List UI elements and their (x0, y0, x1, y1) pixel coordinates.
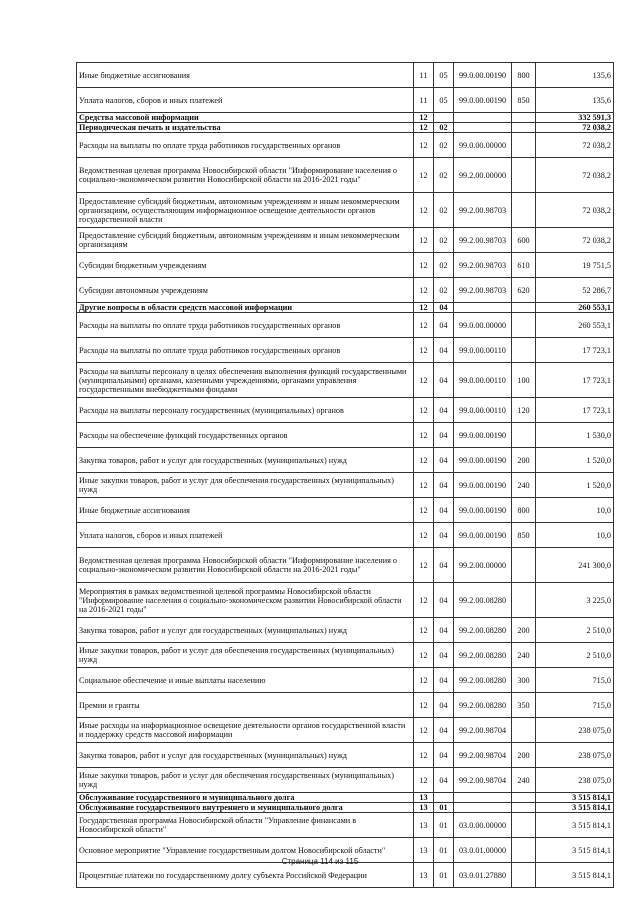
table-row (77, 123, 614, 133)
expense-type-code-cell (512, 793, 536, 803)
amount-cell: 260 553,1 (536, 303, 614, 313)
section-code-cell: 12 (414, 583, 434, 618)
expense-type-code-cell: 620 (512, 278, 536, 303)
section-code-cell: 12 (414, 743, 434, 768)
subsection-code-cell: 05 (434, 63, 454, 88)
target-item-code-cell: 99.0.00.00110 (454, 338, 512, 363)
section-code-cell: 11 (414, 63, 434, 88)
expense-type-code-cell (512, 813, 536, 838)
target-item-code-cell (454, 123, 512, 133)
expense-name-cell: Иные закупки товаров, работ и услуг для обеспечения государственных (муниципальных) нужд (77, 768, 414, 793)
section-code-cell: 12 (414, 113, 434, 123)
target-item-code-cell: 99.0.00.00190 (454, 523, 512, 548)
subsection-code-cell: 04 (434, 768, 454, 793)
expense-type-code-cell (512, 338, 536, 363)
expense-type-code-cell (512, 313, 536, 338)
table-row (77, 793, 614, 803)
target-item-code-cell: 03.0.01.00000 (454, 838, 512, 863)
target-item-code-cell (454, 113, 512, 123)
amount-cell: 17 723,1 (536, 398, 614, 423)
table-row (77, 278, 614, 303)
expense-name-cell: Иные бюджетные ассигнования (77, 63, 414, 88)
expense-name-cell: Предоставление субсидий бюджетным, автономным учреждениям и иным некоммерческим организациям (77, 228, 414, 253)
target-item-code-cell: 99.2.00.08280 (454, 668, 512, 693)
subsection-code-cell: 02 (434, 253, 454, 278)
amount-cell: 1 520,0 (536, 473, 614, 498)
amount-cell: 1 520,0 (536, 448, 614, 473)
section-code-cell: 12 (414, 523, 434, 548)
expense-name-cell: Ведомственная целевая программа Новосибирской области "Информирование населения о социально-экономическом развитии Новосибирской области на 2016-2021 годы" (77, 548, 414, 583)
target-item-code-cell (454, 303, 512, 313)
expense-type-code-cell: 100 (512, 363, 536, 398)
expense-type-code-cell (512, 718, 536, 743)
expense-type-code-cell (512, 303, 536, 313)
section-code-cell: 12 (414, 693, 434, 718)
target-item-code-cell: 99.2.00.00000 (454, 548, 512, 583)
section-code-cell: 12 (414, 618, 434, 643)
target-item-code-cell: 99.2.00.08280 (454, 693, 512, 718)
section-code-cell: 12 (414, 228, 434, 253)
subsection-code-cell: 02 (434, 228, 454, 253)
section-code-cell: 12 (414, 498, 434, 523)
amount-cell: 17 723,1 (536, 338, 614, 363)
table-row (77, 693, 614, 718)
table-row (77, 313, 614, 338)
expense-name-cell: Расходы на выплаты персоналу государственных (муниципальных) органов (77, 398, 414, 423)
table-row (77, 813, 614, 838)
subsection-code-cell: 04 (434, 743, 454, 768)
expense-name-cell: Обслуживание государственного и муниципального долга (77, 793, 414, 803)
expense-type-code-cell (512, 158, 536, 193)
amount-cell: 72 038,2 (536, 158, 614, 193)
subsection-code-cell: 05 (434, 88, 454, 113)
target-item-code-cell: 99.0.00.00110 (454, 398, 512, 423)
expense-name-cell: Процентные платежи по государственному долгу субъекта Российской Федерации (77, 863, 414, 888)
expense-type-code-cell: 800 (512, 63, 536, 88)
expense-type-code-cell: 240 (512, 473, 536, 498)
expense-name-cell: Субсидии бюджетным учреждениям (77, 253, 414, 278)
amount-cell: 3 515 814,1 (536, 793, 614, 803)
expense-name-cell: Субсидии автономным учреждениям (77, 278, 414, 303)
expense-name-cell: Расходы на обеспечение функций государственных органов (77, 423, 414, 448)
expense-type-code-cell (512, 423, 536, 448)
expense-name-cell: Иные закупки товаров, работ и услуг для обеспечения государственных (муниципальных) нужд (77, 473, 414, 498)
subsection-code-cell: 04 (434, 548, 454, 583)
target-item-code-cell: 99.0.00.00110 (454, 363, 512, 398)
budget-table (76, 62, 614, 888)
amount-cell: 715,0 (536, 668, 614, 693)
amount-cell: 72 038,2 (536, 228, 614, 253)
expense-type-code-cell: 600 (512, 228, 536, 253)
subsection-code-cell: 04 (434, 643, 454, 668)
expense-name-cell: Расходы на выплаты персоналу в целях обеспечения выполнения функций государственными (муниципальными) органами, казенными учреждениями, органами управления государственными внебюджетными фондами (77, 363, 414, 398)
expense-name-cell: Иные бюджетные ассигнования (77, 498, 414, 523)
expense-name-cell: Уплата налогов, сборов и иных платежей (77, 88, 414, 113)
target-item-code-cell: 99.0.00.00190 (454, 423, 512, 448)
table-row (77, 863, 614, 888)
amount-cell: 10,0 (536, 498, 614, 523)
subsection-code-cell (434, 113, 454, 123)
amount-cell: 241 300,0 (536, 548, 614, 583)
section-code-cell: 12 (414, 363, 434, 398)
subsection-code-cell: 04 (434, 583, 454, 618)
section-code-cell: 11 (414, 88, 434, 113)
table-row (77, 743, 614, 768)
table-row (77, 618, 614, 643)
subsection-code-cell: 04 (434, 523, 454, 548)
target-item-code-cell (454, 793, 512, 803)
expense-type-code-cell (512, 803, 536, 813)
subsection-code-cell: 01 (434, 838, 454, 863)
expense-type-code-cell (512, 193, 536, 228)
expense-name-cell: Иные закупки товаров, работ и услуг для обеспечения государственных (муниципальных) нужд (77, 643, 414, 668)
table-row (77, 718, 614, 743)
target-item-code-cell: 99.0.00.00000 (454, 133, 512, 158)
table-row (77, 158, 614, 193)
table-row (77, 88, 614, 113)
section-code-cell: 12 (414, 193, 434, 228)
amount-cell: 332 591,3 (536, 113, 614, 123)
target-item-code-cell: 99.0.00.00190 (454, 88, 512, 113)
target-item-code-cell: 99.2.00.98704 (454, 718, 512, 743)
subsection-code-cell: 04 (434, 303, 454, 313)
subsection-code-cell: 04 (434, 398, 454, 423)
expense-type-code-cell: 200 (512, 618, 536, 643)
amount-cell: 72 038,2 (536, 123, 614, 133)
table-row (77, 768, 614, 793)
expense-name-cell: Мероприятия в рамках ведомственной целевой программы Новосибирской области "Информирование населения о социально-экономическом развитии Новосибирской области на 2016-2021 годы" (77, 583, 414, 618)
amount-cell: 715,0 (536, 693, 614, 718)
target-item-code-cell: 99.2.00.00000 (454, 158, 512, 193)
expense-name-cell: Другие вопросы в области средств массовой информации (77, 303, 414, 313)
table-row (77, 448, 614, 473)
target-item-code-cell: 99.0.00.00000 (454, 313, 512, 338)
table-row (77, 668, 614, 693)
section-code-cell: 12 (414, 473, 434, 498)
subsection-code-cell: 04 (434, 423, 454, 448)
subsection-code-cell: 02 (434, 193, 454, 228)
amount-cell: 260 553,1 (536, 313, 614, 338)
amount-cell: 19 751,5 (536, 253, 614, 278)
expense-type-code-cell: 350 (512, 693, 536, 718)
expense-name-cell: Закупка товаров, работ и услуг для государственных (муниципальных) нужд (77, 448, 414, 473)
expense-name-cell: Закупка товаров, работ и услуг для государственных (муниципальных) нужд (77, 743, 414, 768)
section-code-cell: 13 (414, 813, 434, 838)
section-code-cell: 12 (414, 278, 434, 303)
expense-name-cell: Государственная программа Новосибирской области "Управление финансами в Новосибирской области" (77, 813, 414, 838)
section-code-cell: 12 (414, 668, 434, 693)
expense-name-cell: Уплата налогов, сборов и иных платежей (77, 523, 414, 548)
expense-type-code-cell: 610 (512, 253, 536, 278)
table-row (77, 548, 614, 583)
expense-name-cell: Периодическая печать и издательства (77, 123, 414, 133)
table-row (77, 193, 614, 228)
amount-cell: 1 530,0 (536, 423, 614, 448)
table-row (77, 113, 614, 123)
section-code-cell: 12 (414, 768, 434, 793)
table-row (77, 643, 614, 668)
target-item-code-cell: 99.2.00.98703 (454, 228, 512, 253)
section-code-cell: 13 (414, 863, 434, 888)
table-row (77, 803, 614, 813)
expense-name-cell: Расходы на выплаты по оплате труда работников государственных органов (77, 133, 414, 158)
table-row (77, 253, 614, 278)
expense-type-code-cell (512, 113, 536, 123)
section-code-cell: 12 (414, 718, 434, 743)
expense-type-code-cell: 240 (512, 643, 536, 668)
table-row (77, 498, 614, 523)
expense-type-code-cell (512, 548, 536, 583)
amount-cell: 2 510,0 (536, 643, 614, 668)
amount-cell: 10,0 (536, 523, 614, 548)
target-item-code-cell: 99.2.00.98703 (454, 278, 512, 303)
expense-type-code-cell: 200 (512, 448, 536, 473)
expense-type-code-cell: 120 (512, 398, 536, 423)
target-item-code-cell: 99.0.00.00190 (454, 63, 512, 88)
section-code-cell: 12 (414, 158, 434, 193)
subsection-code-cell: 04 (434, 338, 454, 363)
expense-name-cell: Социальное обеспечение и иные выплаты населению (77, 668, 414, 693)
amount-cell: 238 075,0 (536, 768, 614, 793)
subsection-code-cell: 01 (434, 863, 454, 888)
budget-table-body (77, 63, 614, 888)
expense-type-code-cell (512, 133, 536, 158)
table-row (77, 583, 614, 618)
target-item-code-cell: 99.2.00.98704 (454, 743, 512, 768)
table-row (77, 133, 614, 158)
target-item-code-cell: 99.2.00.98703 (454, 253, 512, 278)
subsection-code-cell: 04 (434, 718, 454, 743)
section-code-cell: 13 (414, 838, 434, 863)
target-item-code-cell: 03.0.00.00000 (454, 813, 512, 838)
target-item-code-cell: 99.2.00.08280 (454, 618, 512, 643)
expense-type-code-cell: 850 (512, 88, 536, 113)
amount-cell: 17 723,1 (536, 363, 614, 398)
amount-cell: 72 038,2 (536, 193, 614, 228)
subsection-code-cell: 02 (434, 158, 454, 193)
subsection-code-cell: 02 (434, 123, 454, 133)
expense-name-cell: Расходы на выплаты по оплате труда работников государственных органов (77, 338, 414, 363)
expense-name-cell: Иные расходы на информационное освещение деятельности органов государственной власти и поддержку средств массовой информации (77, 718, 414, 743)
subsection-code-cell: 04 (434, 313, 454, 338)
table-row (77, 303, 614, 313)
expense-name-cell: Предоставление субсидий бюджетным, автономным учреждениям и иным некоммерческим организациям, осуществляющим информационное освещение деятельности органов государственной власти (77, 193, 414, 228)
expense-name-cell: Премии и гранты (77, 693, 414, 718)
amount-cell: 72 038,2 (536, 133, 614, 158)
subsection-code-cell (434, 793, 454, 803)
target-item-code-cell (454, 803, 512, 813)
expense-type-code-cell (512, 863, 536, 888)
table-row (77, 338, 614, 363)
expense-name-cell: Закупка товаров, работ и услуг для государственных (муниципальных) нужд (77, 618, 414, 643)
expense-type-code-cell: 850 (512, 523, 536, 548)
target-item-code-cell: 03.0.01.27880 (454, 863, 512, 888)
subsection-code-cell: 04 (434, 693, 454, 718)
amount-cell: 52 286,7 (536, 278, 614, 303)
page-footer: Страница 114 из 115 (281, 857, 359, 866)
section-code-cell: 13 (414, 793, 434, 803)
expense-type-code-cell: 800 (512, 498, 536, 523)
expense-name-cell: Основное мероприятие "Управление государственным долгом Новосибирской области" (77, 838, 414, 863)
table-row (77, 363, 614, 398)
subsection-code-cell: 04 (434, 498, 454, 523)
expense-name-cell: Ведомственная целевая программа Новосибирской области "Информирование населения о социально-экономическом развитии Новосибирской области на 2016-2021 годы" (77, 158, 414, 193)
expense-type-code-cell: 200 (512, 743, 536, 768)
amount-cell: 3 515 814,1 (536, 813, 614, 838)
target-item-code-cell: 99.2.00.98704 (454, 768, 512, 793)
amount-cell: 3 515 814,1 (536, 803, 614, 813)
expense-name-cell: Обслуживание государственного внутреннего и муниципального долга (77, 803, 414, 813)
section-code-cell: 12 (414, 643, 434, 668)
expense-name-cell: Расходы на выплаты по оплате труда работников государственных органов (77, 313, 414, 338)
table-row (77, 523, 614, 548)
target-item-code-cell: 99.0.00.00190 (454, 448, 512, 473)
section-code-cell: 13 (414, 803, 434, 813)
section-code-cell: 12 (414, 448, 434, 473)
subsection-code-cell: 04 (434, 668, 454, 693)
subsection-code-cell: 04 (434, 618, 454, 643)
subsection-code-cell: 02 (434, 133, 454, 158)
amount-cell: 3 225,0 (536, 583, 614, 618)
subsection-code-cell: 04 (434, 363, 454, 398)
table-row (77, 228, 614, 253)
table-row (77, 423, 614, 448)
amount-cell: 2 510,0 (536, 618, 614, 643)
section-code-cell: 12 (414, 423, 434, 448)
section-code-cell: 12 (414, 313, 434, 338)
target-item-code-cell: 99.0.00.00190 (454, 498, 512, 523)
section-code-cell: 12 (414, 123, 434, 133)
expense-type-code-cell: 300 (512, 668, 536, 693)
subsection-code-cell: 01 (434, 803, 454, 813)
table-row (77, 398, 614, 423)
amount-cell: 135,6 (536, 88, 614, 113)
expense-type-code-cell (512, 583, 536, 618)
section-code-cell: 12 (414, 338, 434, 363)
subsection-code-cell: 01 (434, 813, 454, 838)
target-item-code-cell: 99.0.00.00190 (454, 473, 512, 498)
table-row (77, 473, 614, 498)
amount-cell: 238 075,0 (536, 743, 614, 768)
amount-cell: 238 075,0 (536, 718, 614, 743)
subsection-code-cell: 02 (434, 278, 454, 303)
budget-table-container (76, 62, 613, 888)
amount-cell: 3 515 814,1 (536, 838, 614, 863)
expense-type-code-cell (512, 123, 536, 133)
section-code-cell: 12 (414, 548, 434, 583)
amount-cell: 135,6 (536, 63, 614, 88)
section-code-cell: 12 (414, 133, 434, 158)
subsection-code-cell: 04 (434, 473, 454, 498)
target-item-code-cell: 99.2.00.98703 (454, 193, 512, 228)
section-code-cell: 12 (414, 398, 434, 423)
target-item-code-cell: 99.2.00.08280 (454, 643, 512, 668)
table-row (77, 63, 614, 88)
amount-cell: 3 515 814,1 (536, 863, 614, 888)
section-code-cell: 12 (414, 253, 434, 278)
section-code-cell: 12 (414, 303, 434, 313)
expense-type-code-cell: 240 (512, 768, 536, 793)
subsection-code-cell: 04 (434, 448, 454, 473)
expense-name-cell: Средства массовой информации (77, 113, 414, 123)
target-item-code-cell: 99.2.00.08280 (454, 583, 512, 618)
